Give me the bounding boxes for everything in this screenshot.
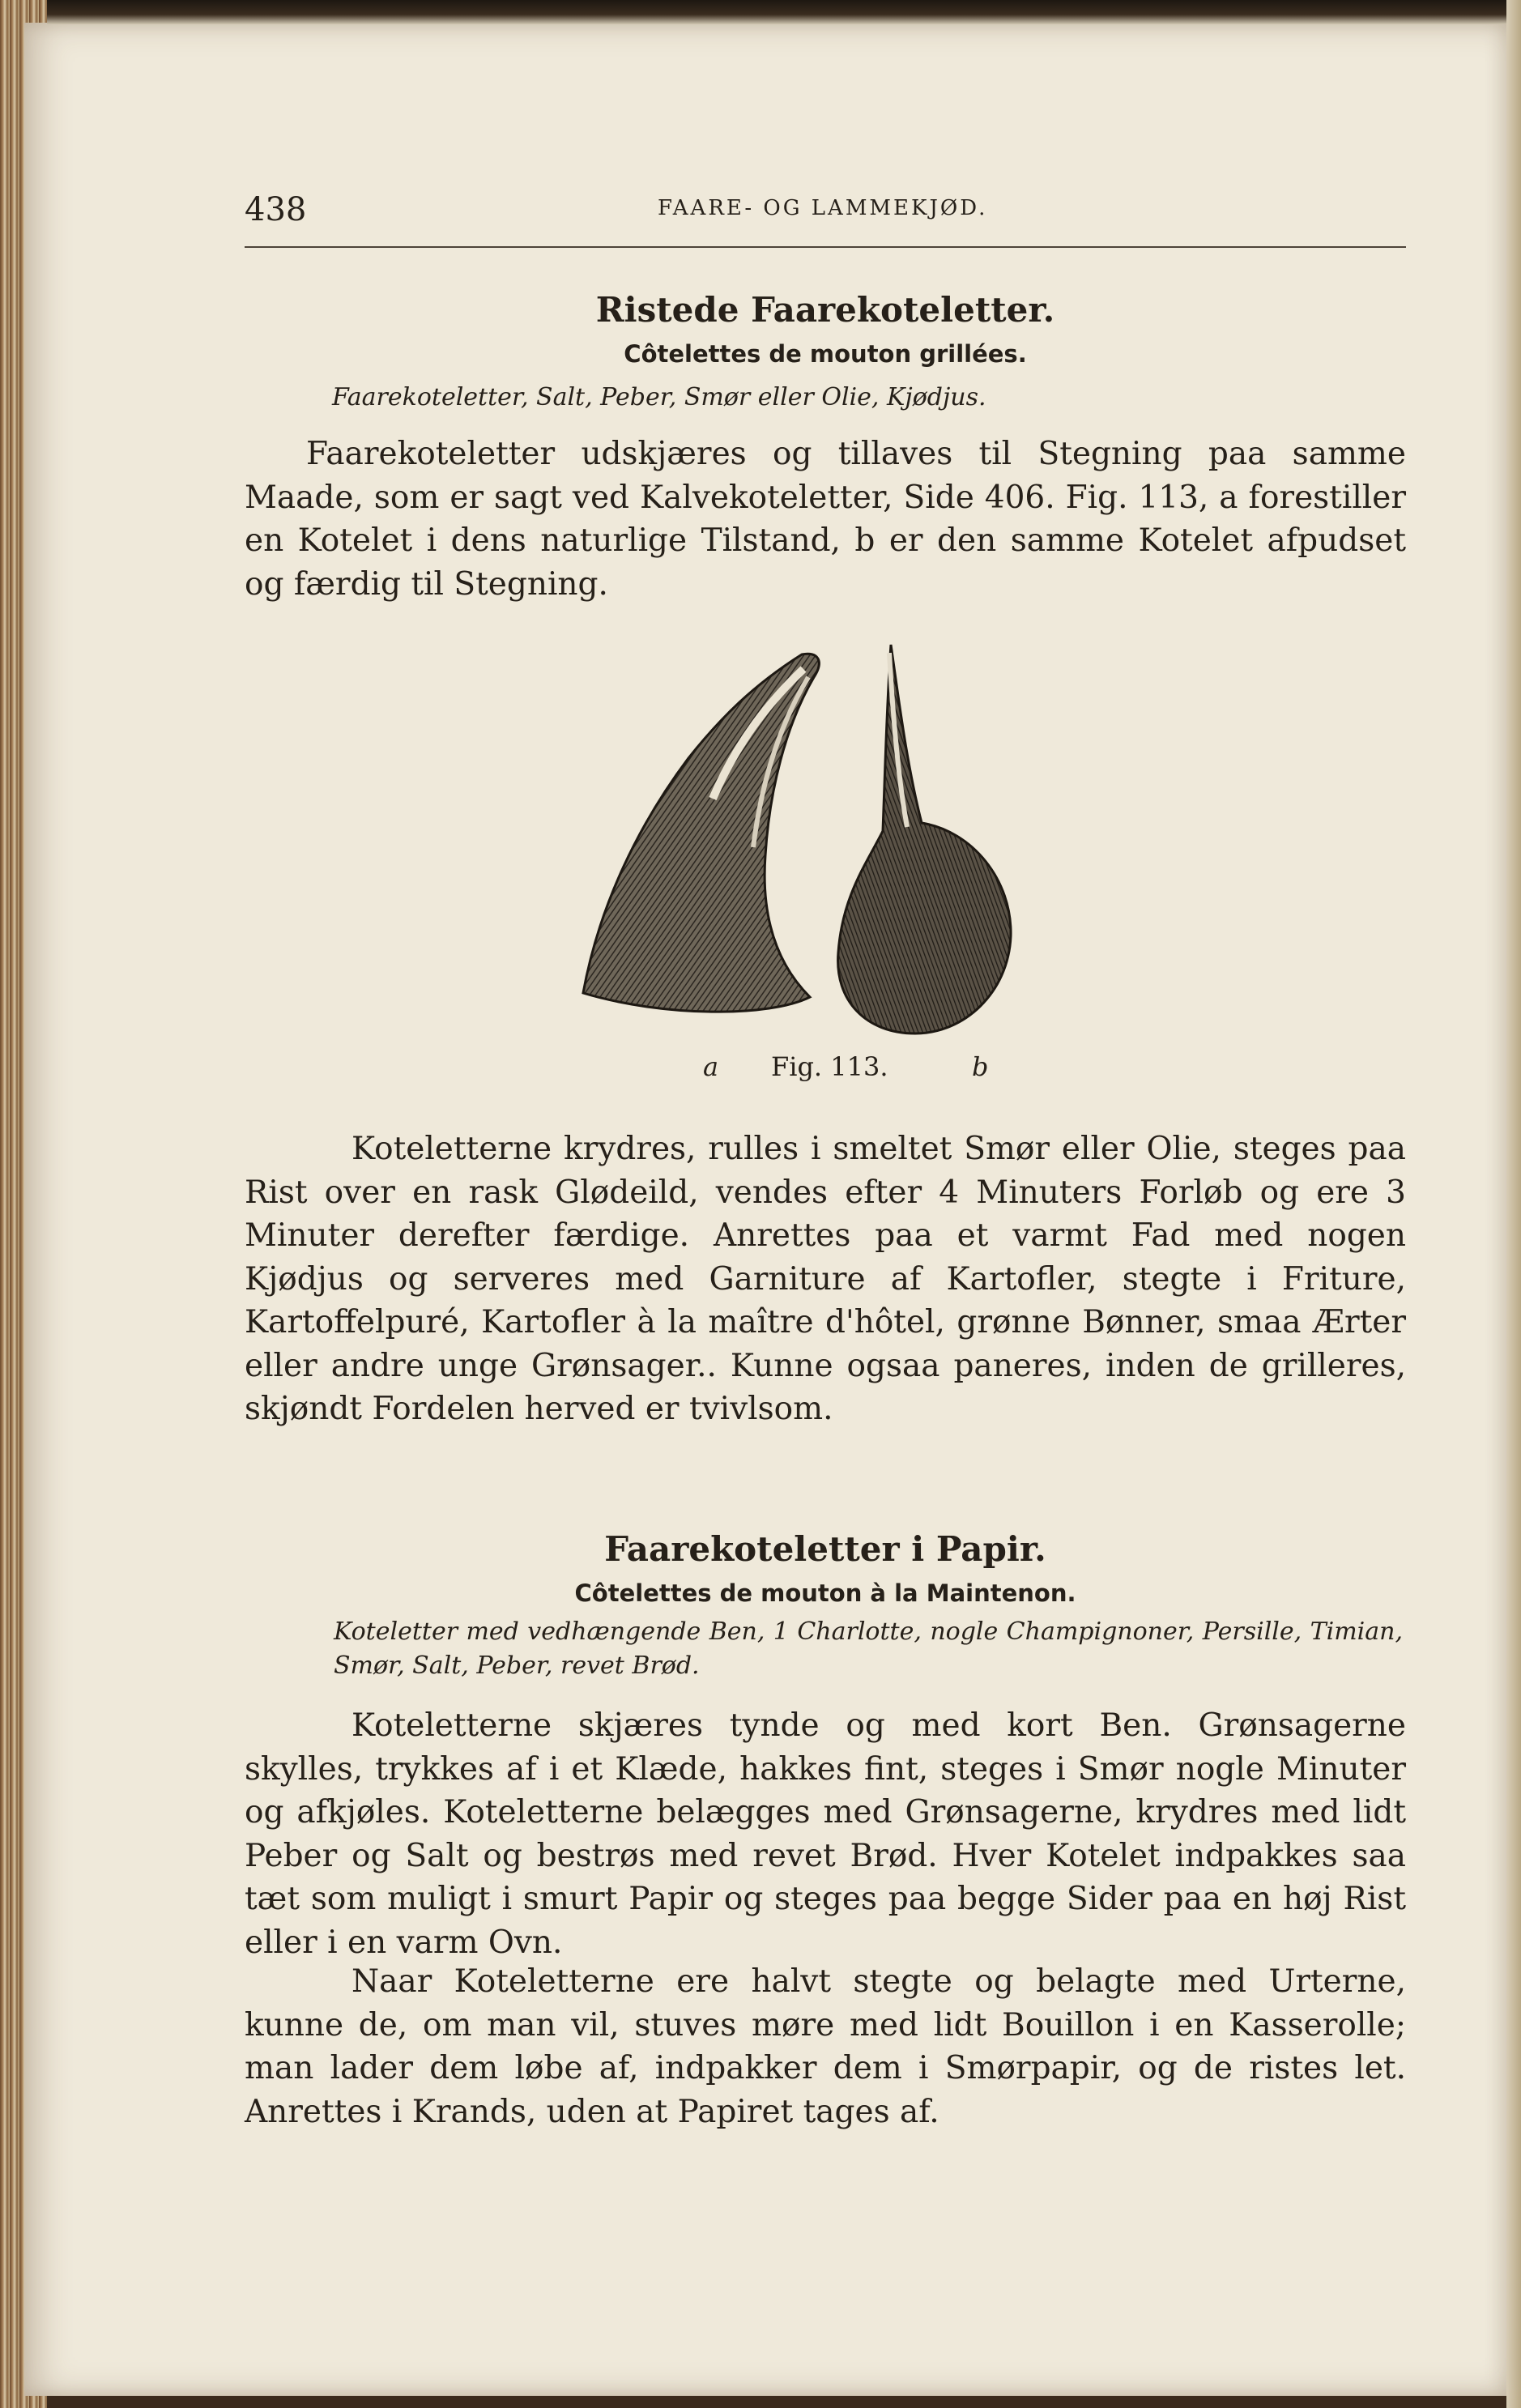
section1-paragraph2: Koteletterne krydres, rulles i smeltet Smør eller Olie, steges paa Rist over en rask Glødeild, vendes efter 4 Minuters Forløb og ere 3 Minuter derefter færdige. Anrettes paa et varmt Fad med nogen Kjødjus og serveres med Garniture af Kartofler, stegte i Friture, Kartoffelpuré, Kartofler à la maître d'hôtel, grønne Bønner, smaa Ærter eller andre unge Grønsager.. Kunne ogsaa paneres, inden de grilleres, skjøndt Fordelen herved er tvivlsom. xyxy=(245,1131,1406,1427)
section2-paragraph1: Koteletterne skjæres tynde og med kort Ben. Grønsagerne skylles, trykkes af i et Klæde, hakkes fint, steges i Smør nogle Minuter og afkjøles. Koteletterne belægges med Grønsagerne, krydres med lidt Peber og Salt og bestrøs med revet Brød. Hver Kotelet indpakkes saa tæt som muligt i smurt Papir og steges paa begge Sider paa en høj Rist eller i en varm Ovn. xyxy=(245,1707,1406,1961)
section2-ingredients: Koteletter med vedhængende Ben, 1 Charlotte, nogle Champignoner, Persille, Timian, Smør, Salt, Peber, revet Brød. xyxy=(334,1617,1403,1680)
figure-label-b: b xyxy=(972,1051,989,1082)
header-rule xyxy=(245,246,1406,248)
page-right-edge xyxy=(1506,0,1521,2408)
running-title: FAARE- OG LAMMEKJØD. xyxy=(658,196,988,220)
section2-paragraph2: Naar Koteletterne ere halvt stegte og belagte med Urterne, kunne de, om man vil, stuves møre med lidt Bouillon i en Kasserolle; man lader dem løbe af, indpakker dem i Smørpapir, og de ristes let. Anrettes i Krands, uden at Papiret tages af. xyxy=(245,1963,1406,2130)
section1-ingredients: Faarekoteletter, Salt, Peber, Smør eller Olie, Kjødjus. xyxy=(332,383,986,411)
figure-number: Fig. 113. xyxy=(771,1051,888,1082)
figure-caption xyxy=(697,1051,1004,1092)
page-header xyxy=(245,191,1406,227)
section2-subtitle: Côtelettes de mouton à la Maintenon. xyxy=(574,1579,1076,1607)
section1-subtitle: Côtelettes de mouton grillées. xyxy=(624,340,1027,368)
cutlet-illustration xyxy=(567,637,1020,1042)
page-number: 438 xyxy=(245,191,307,228)
page-top-edge xyxy=(47,0,1521,24)
cutlet-a-drawing xyxy=(583,654,819,1012)
section1-paragraph1: Faarekoteletter udskjæres og tillaves til Stegning paa samme Maade, som er sagt ved Kalvekoteletter, Side 406. Fig. 113, a forestiller en Kotelet i dens naturlige Tilstand, b er den samme Kotelet afpudset og færdig til Stegning. xyxy=(245,436,1406,603)
cutlet-b-drawing xyxy=(838,645,1011,1034)
figure-label-a: a xyxy=(703,1051,719,1082)
section2-title: Faarekoteletter i Papir. xyxy=(604,1529,1046,1569)
section1-title: Ristede Faarekoteletter. xyxy=(595,290,1055,330)
